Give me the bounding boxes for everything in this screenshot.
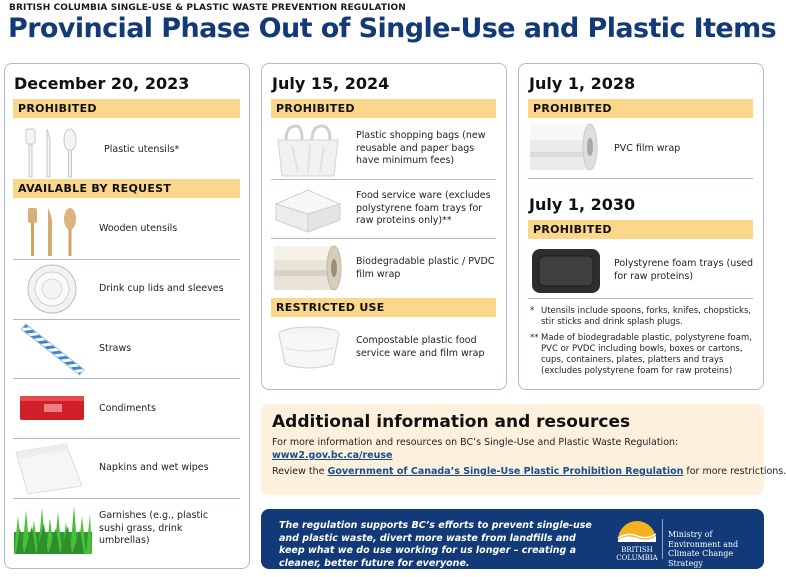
bc-logo-line1: BRITISH <box>621 546 653 554</box>
divider <box>528 298 753 299</box>
canada-regulation-link[interactable]: Government of Canada’s Single-Use Plastic Prohibition Regulation <box>327 466 684 477</box>
footer-statement: The regulation supports BC’s efforts to prevent single-use and plastic waste, divert more waste from landfills and keep what we do use working for us longer – creating a cleaner, better future for everyone. <box>279 520 592 569</box>
info-text-suffix: for more restrictions. <box>683 466 786 477</box>
item-cup-lids: Drink cup lids and sleeves <box>99 283 224 294</box>
item-foam-trays: Polystyrene foam trays (used for raw proteins) <box>614 258 754 282</box>
item-food-service-ware: Food service ware (excludes polystyrene foam trays for raw proteins only)** <box>356 190 491 226</box>
straws-image <box>20 324 80 376</box>
condiment-packet-image <box>18 394 86 422</box>
bc-logo <box>616 516 658 560</box>
prohibited-band-2024: PROHIBITED <box>271 99 496 118</box>
item-compostable-plastic: Compostable plastic food service ware and film wrap <box>356 335 485 359</box>
sushi-grass-image <box>14 502 92 554</box>
divider <box>13 259 240 260</box>
item-wooden-utensils: Wooden utensils <box>99 223 178 234</box>
item-biodegradable-film: Biodegradable plastic / PVDC film wrap <box>356 256 495 280</box>
prohibited-band-2023: PROHIBITED <box>13 99 240 118</box>
plastic-utensils-image <box>20 127 82 179</box>
footnote-mark: * <box>530 306 535 316</box>
divider <box>271 179 496 180</box>
wooden-utensils-image <box>24 206 82 258</box>
date-heading-2023: December 20, 2023 <box>14 74 190 93</box>
ministry-name: Ministry of Environment and Climate Change Strategy <box>668 530 739 568</box>
restricted-use-band: RESTRICTED USE <box>271 298 496 317</box>
napkins-image <box>14 442 84 496</box>
foam-tray-image <box>530 247 602 295</box>
item-straws: Straws <box>99 343 132 354</box>
reuse-link[interactable]: www2.gov.bc.ca/reuse <box>272 450 393 461</box>
prohibited-band-2030: PROHIBITED <box>528 220 753 239</box>
compostable-container-image <box>276 324 342 372</box>
pvc-film-roll-image <box>526 118 602 176</box>
info-text <box>272 466 786 477</box>
footnote-food-service: Made of biodegradable plastic, polystyrene foam, PVC or PVDC including bowls, boxes or cartons, cups, containers, plates, platters and trays (excludes polystyrene foam for raw proteins) <box>541 333 752 376</box>
shopping-bag-image <box>272 122 344 178</box>
cup-lid-image <box>24 263 80 315</box>
divider <box>13 498 240 499</box>
page-title: Provincial Phase Out of Single-Use and Plastic Items <box>8 13 777 44</box>
date-heading-2024: July 15, 2024 <box>272 74 390 93</box>
bc-logo-line2: COLUMBIA <box>616 554 658 562</box>
info-text: For more information and resources on BC’s Single-Use and Plastic Waste Regulation: <box>272 437 679 448</box>
item-napkins: Napkins and wet wipes <box>99 462 209 473</box>
divider <box>13 438 240 439</box>
divider <box>528 178 753 179</box>
bc-sun-icon <box>616 516 658 542</box>
item-condiments: Condiments <box>99 403 156 414</box>
date-heading-2028: July 1, 2028 <box>529 74 636 93</box>
page-subtitle: BRITISH COLUMBIA SINGLE-USE & PLASTIC WASTE PREVENTION REGULATION <box>9 3 406 13</box>
film-wrap-roll-image <box>270 240 346 296</box>
item-shopping-bags: Plastic shopping bags (new reusable and paper bags have minimum fees) <box>356 130 486 166</box>
available-by-request-band: AVAILABLE BY REQUEST <box>13 179 240 198</box>
info-text-prefix: Review the <box>272 466 328 477</box>
logo-divider <box>662 519 663 559</box>
divider <box>13 378 240 379</box>
prohibited-band-2028: PROHIBITED <box>528 99 753 118</box>
item-garnishes: Garnishes (e.g., plastic sushi grass, drink umbrellas) <box>99 510 209 546</box>
item-pvc-film: PVC film wrap <box>614 143 681 154</box>
divider <box>13 319 240 320</box>
foam-container-image <box>270 184 346 236</box>
date-heading-2030: July 1, 2030 <box>529 195 636 214</box>
additional-info-title: Additional information and resources <box>272 412 631 432</box>
divider <box>271 238 496 239</box>
footnote-utensils: Utensils include spoons, forks, knifes, chopsticks, stir sticks and drink splash plugs. <box>541 306 752 327</box>
footnote-mark: ** <box>530 333 539 343</box>
item-plastic-utensils: Plastic utensils* <box>104 144 180 155</box>
